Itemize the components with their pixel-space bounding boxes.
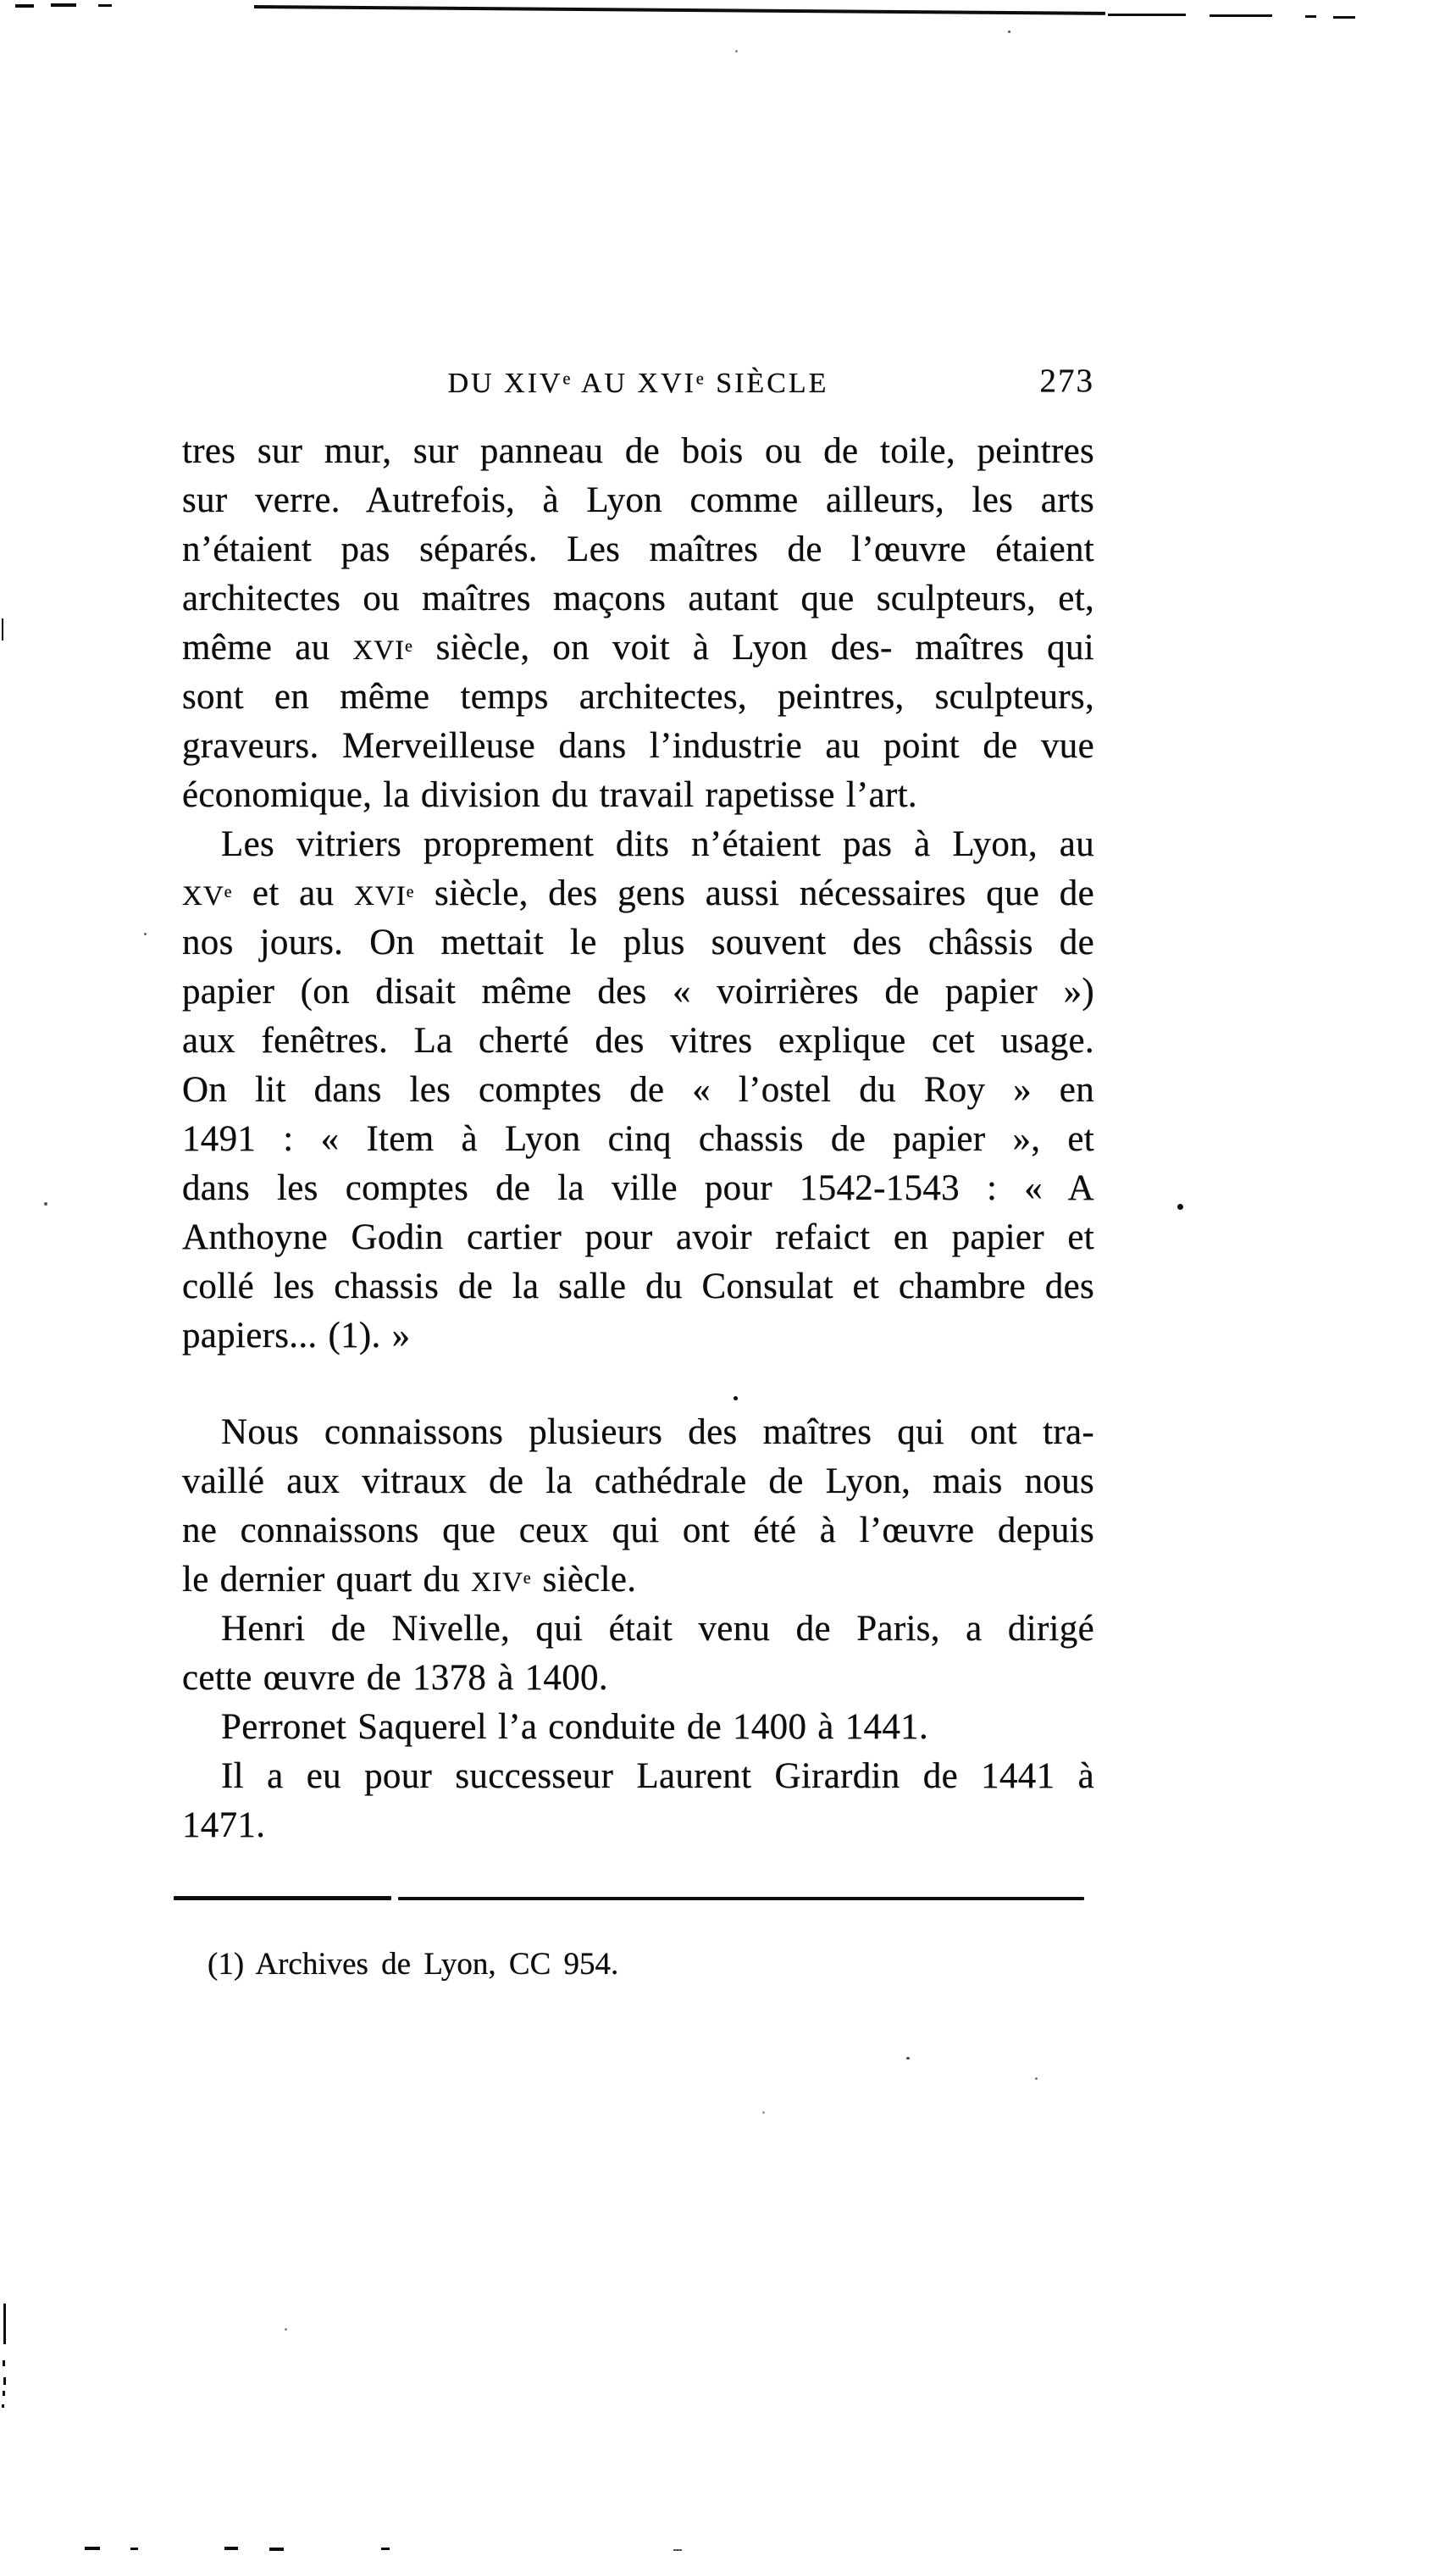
scan-artifact-top-dash — [1210, 14, 1272, 17]
small-caps-run: XVIᵉ — [352, 635, 413, 666]
scan-artifact-bottom-dash — [85, 2547, 100, 2550]
scan-artifact-speck — [144, 933, 147, 935]
text-line: Nous connaissons plusieurs des maîtres qui ont tra- — [221, 1412, 1094, 1452]
scan-artifact-speck — [1035, 2077, 1038, 2080]
small-caps-run: XIVᵉ — [471, 1566, 532, 1598]
text-line: cette œuvre de 1378 à 1400. — [182, 1658, 608, 1698]
scan-artifact-left-dot — [3, 2377, 6, 2385]
scan-artifact-left-line — [3, 2304, 6, 2344]
scan-artifact-left-dot — [3, 2360, 5, 2366]
scan-artifact-speck — [906, 2057, 910, 2060]
scan-artifact-bottom-dash — [224, 2547, 238, 2550]
running-title: DU XIVᵉ AU XVIᵉ SIÈCLE — [447, 368, 829, 399]
text-line: le dernier quart du XIVᵉ siècle. — [182, 1560, 637, 1600]
text-line: aux fenêtres. La cherté des vitres explique cet usage. — [182, 1021, 1094, 1061]
text-line: nos jours. On mettait le plus souvent des châssis de — [182, 923, 1094, 962]
scan-artifact-top-dash — [1108, 14, 1186, 16]
scan-artifact-speck — [44, 1202, 47, 1206]
text-line: papiers... (1). » — [182, 1316, 411, 1356]
scan-artifact-speck — [762, 2111, 765, 2114]
scan-artifact-bottom-dash — [673, 2549, 682, 2551]
scan-artifact-left-dot — [3, 2391, 5, 2396]
text-line: 1471. — [182, 1805, 266, 1845]
text-line: papier (on disait même des « voirrières de papier ») — [182, 972, 1094, 1012]
small-caps-run: XVᵉ — [182, 880, 233, 912]
scan-artifact-left-dot — [2, 2404, 4, 2408]
text-line: Anthoyne Godin cartier pour avoir refaict en papier et — [182, 1217, 1094, 1257]
text-line: collé les chassis de la salle du Consulat et chambre des — [182, 1267, 1094, 1306]
scan-artifact-top-dash — [51, 3, 76, 7]
page-number: 273 — [1039, 363, 1094, 399]
text-line: architectes ou maîtres maçons autant que sculpteurs, et, — [182, 579, 1094, 618]
text-line: On lit dans les comptes de « l’ostel du Roy » en — [182, 1070, 1094, 1110]
scan-artifact-top-line — [254, 5, 1105, 15]
scan-artifact-bottom-dash — [130, 2548, 138, 2550]
scan-artifact-bottom-dash — [381, 2548, 390, 2550]
text-line: Henri de Nivelle, qui était venu de Paris, a dirigé — [221, 1609, 1094, 1649]
text-line: Perronet Saquerel l’a conduite de 1400 à 1441. — [221, 1707, 928, 1747]
scan-artifact-left-tick — [2, 618, 3, 640]
scan-artifact-top-dash — [98, 4, 112, 7]
footnote: (1) Archives de Lyon, CC 954. — [208, 1947, 619, 1982]
text-line: ne connaissons que ceux qui ont été à l’œuvre depuis — [182, 1511, 1094, 1550]
scan-artifact-bottom-dash — [269, 2548, 284, 2551]
text-line: n’étaient pas séparés. Les maîtres de l’œuvre étaient — [182, 529, 1094, 569]
text-line: même au XVIᵉ siècle, on voit à Lyon des- maîtres qui — [182, 628, 1094, 668]
scan-artifact-top-dash — [1305, 15, 1316, 18]
scan-artifact-speck — [735, 50, 738, 53]
text-line: Les vitriers proprement dits n’étaient pas à Lyon, au — [221, 824, 1094, 864]
scan-artifact-dot — [1177, 1204, 1183, 1210]
text-line: économique, la division du travail rapetisse l’art. — [182, 775, 917, 815]
footnote-rule — [174, 1896, 391, 1900]
footnote-rule — [398, 1897, 1084, 1900]
paragraph-gap — [182, 1361, 1094, 1408]
scan-artifact-speck — [1008, 30, 1010, 33]
small-caps-run: XVIᵉ — [353, 880, 415, 912]
text-line: sur verre. Autrefois, à Lyon comme ailleurs, les arts — [182, 480, 1094, 520]
text-line: 1491 : « Item à Lyon cinq chassis de papier », et — [182, 1119, 1094, 1159]
text-line: graveurs. Merveilleuse dans l’industrie au point de vue — [182, 726, 1094, 766]
scan-artifact-speck — [285, 2328, 287, 2331]
text-line: XVᵉ et au XVIᵉ siècle, des gens aussi nécessaires que de — [182, 873, 1094, 913]
body-text — [182, 427, 1094, 1850]
scan-artifact-top-dash — [15, 4, 34, 8]
text-line: vaillé aux vitraux de la cathédrale de Lyon, mais nous — [182, 1461, 1094, 1501]
text-line: dans les comptes de la ville pour 1542-1543 : « A — [182, 1168, 1094, 1208]
scan-artifact-top-dash — [1333, 16, 1355, 19]
text-line: tres sur mur, sur panneau de bois ou de toile, peintres — [182, 431, 1094, 471]
text-line: Il a eu pour successeur Laurent Girardin de 1441 à — [221, 1756, 1094, 1796]
text-line: sont en même temps architectes, peintres, sculpteurs, — [182, 677, 1094, 717]
